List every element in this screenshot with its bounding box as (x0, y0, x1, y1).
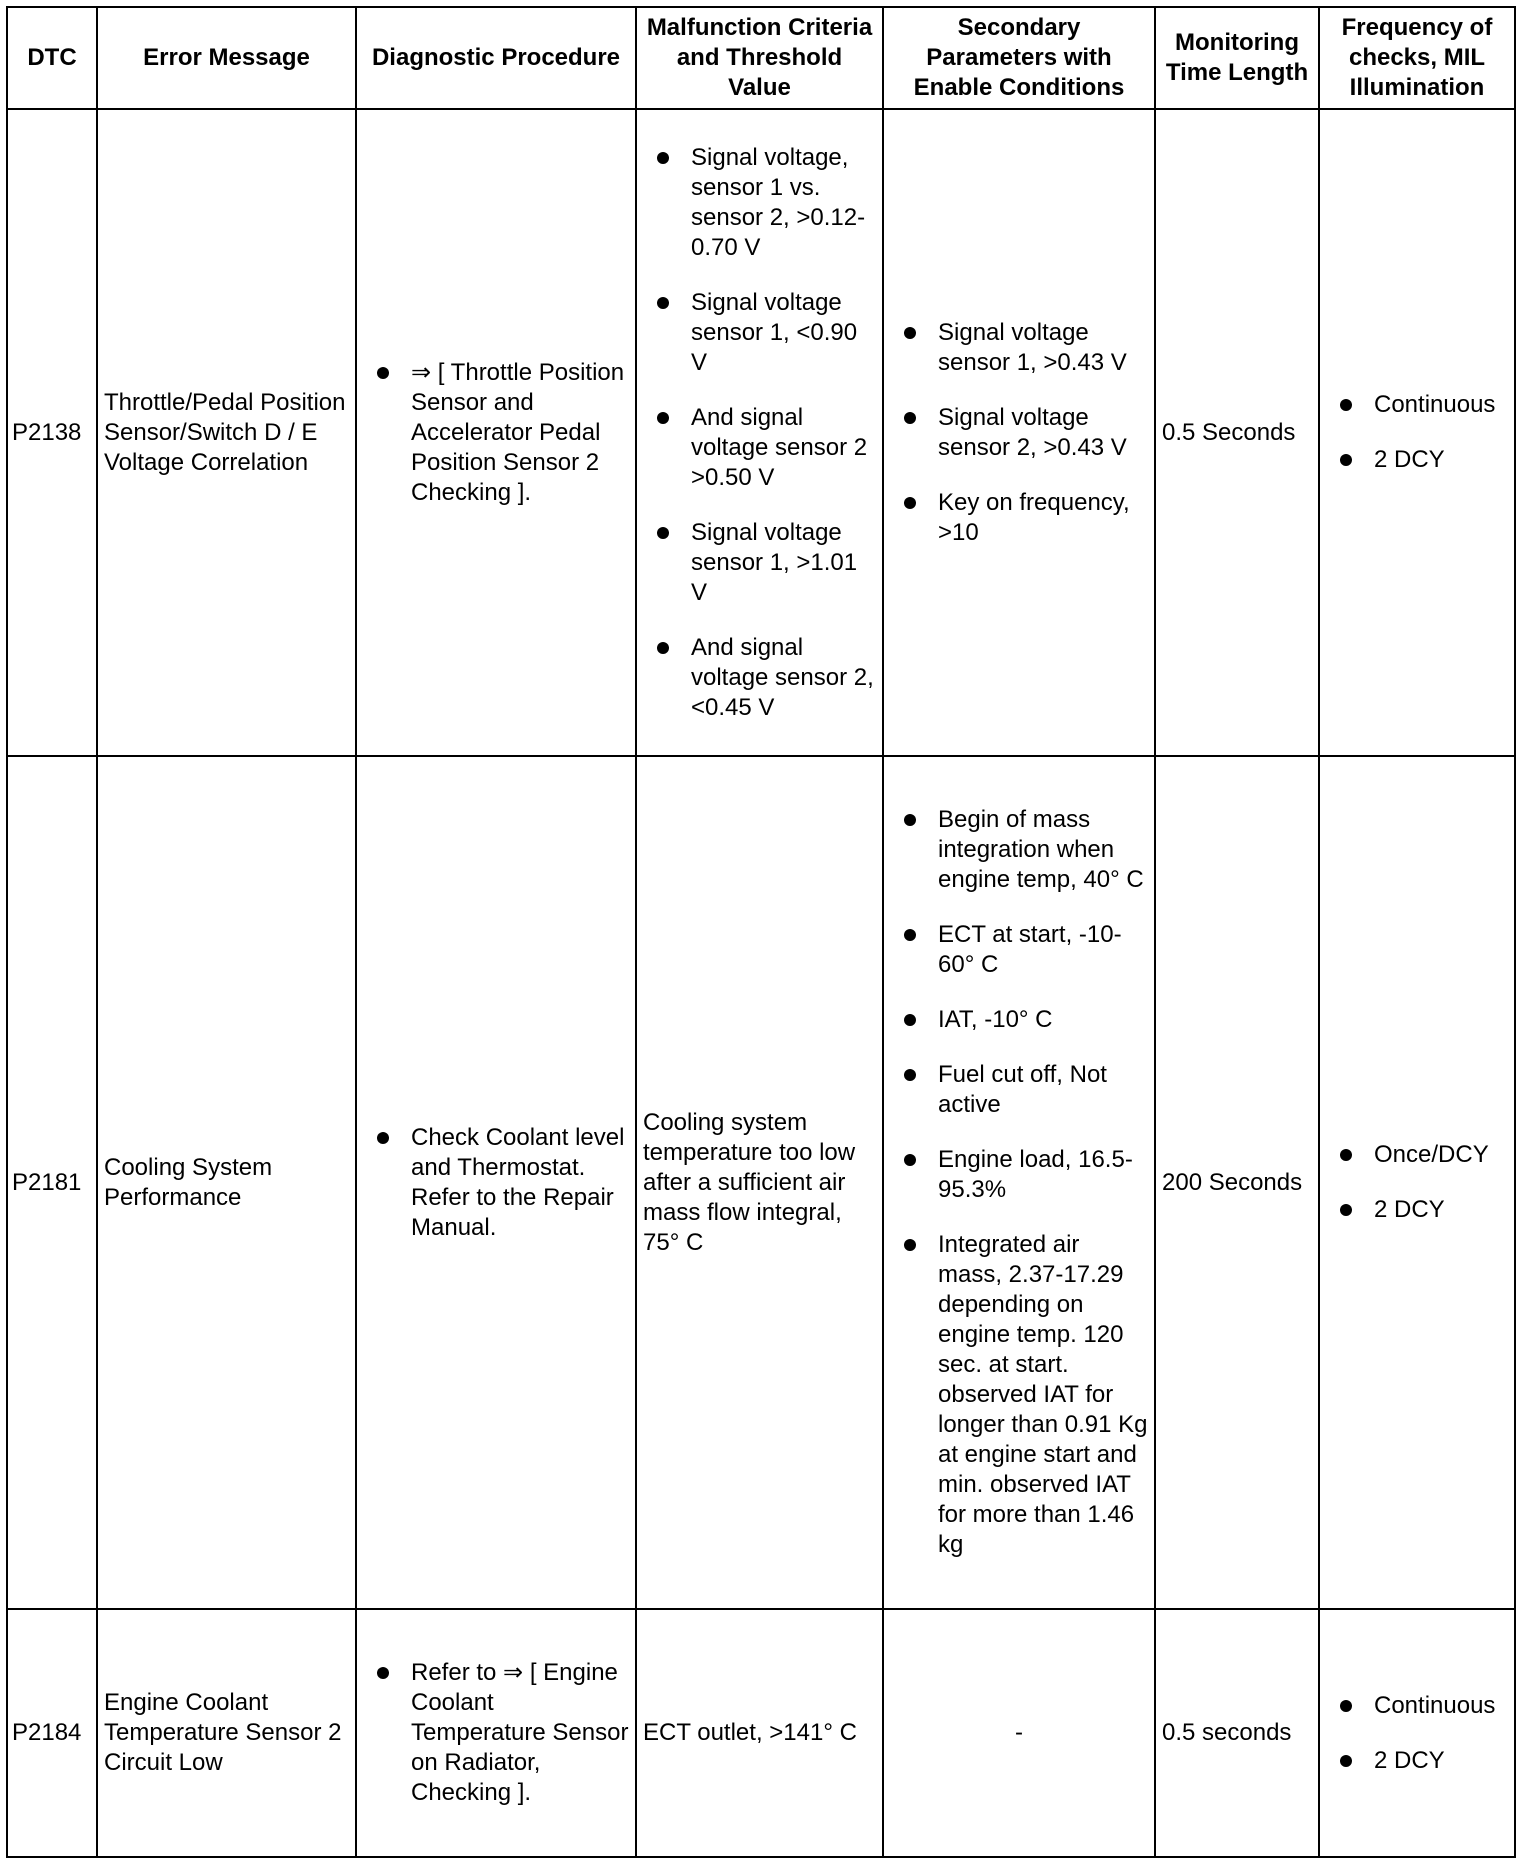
header-error-message: Error Message (97, 7, 356, 109)
list-item: ECT at start, -10-60° C (890, 920, 1148, 980)
header-diagnostic-procedure: Diagnostic Procedure (356, 7, 636, 109)
list-item: Begin of mass integration when engine temp, 40° C (890, 805, 1148, 895)
malfunction-criteria: ECT outlet, >141° C (636, 1609, 883, 1857)
frequency (1319, 756, 1515, 1609)
bullet-icon (904, 1069, 916, 1081)
list-item: And signal voltage sensor 2, <0.45 V (643, 633, 876, 723)
error-message: Cooling System Performance (97, 756, 356, 1609)
bullet-icon (1340, 1149, 1352, 1161)
list-item: 2 DCY (1326, 1746, 1508, 1776)
header-malfunction-criteria: Malfunction Criteria and Threshold Value (636, 7, 883, 109)
diagnostic-procedure (356, 756, 636, 1609)
list-item: 2 DCY (1326, 1195, 1508, 1225)
bullet-icon (904, 814, 916, 826)
diagnostic-procedure (356, 109, 636, 756)
bullet-icon (1340, 1755, 1352, 1767)
list-item: Signal voltage, sensor 1 vs. sensor 2, >0.12-0.70 V (643, 143, 876, 263)
bullet-icon (904, 1239, 916, 1251)
bullet-icon (904, 412, 916, 424)
list-item: Signal voltage sensor 1, <0.90 V (643, 288, 876, 378)
dtc-table (6, 6, 1516, 1858)
bullet-icon (1340, 1204, 1352, 1216)
dtc-code: P2181 (7, 756, 97, 1609)
list-item: Continuous (1326, 1691, 1508, 1721)
table-row (7, 756, 1515, 1609)
header-dtc: DTC (7, 7, 97, 109)
error-message: Engine Coolant Temperature Sensor 2 Circuit Low (97, 1609, 356, 1857)
list-item: Continuous (1326, 390, 1508, 420)
list-item: Fuel cut off, Not active (890, 1060, 1148, 1120)
secondary-parameters: - (883, 1609, 1155, 1857)
malfunction-criteria (636, 109, 883, 756)
header-frequency: Frequency of checks, MIL Illumination (1319, 7, 1515, 109)
malfunction-criteria: Cooling system temperature too low after a sufficient air mass flow integral, 75° C (636, 756, 883, 1609)
bullet-icon (904, 1154, 916, 1166)
secondary-parameters (883, 109, 1155, 756)
bullet-icon (1340, 399, 1352, 411)
bullet-icon (904, 327, 916, 339)
bullet-icon (904, 497, 916, 509)
bullet-icon (377, 367, 389, 379)
dtc-code: P2138 (7, 109, 97, 756)
list-item: And signal voltage sensor 2 >0.50 V (643, 403, 876, 493)
secondary-parameters (883, 756, 1155, 1609)
bullet-icon (377, 1132, 389, 1144)
diagnostic-procedure (356, 1609, 636, 1857)
header-secondary-parameters: Secondary Parameters with Enable Conditions (883, 7, 1155, 109)
list-item: Engine load, 16.5-95.3% (890, 1145, 1148, 1205)
monitoring-time: 200 Seconds (1155, 756, 1319, 1609)
list-item: Refer to ⇒ [ Engine Coolant Temperature Sensor on Radiator, Checking ]. (363, 1658, 629, 1808)
error-message: Throttle/Pedal Position Sensor/Switch D / E Voltage Correlation (97, 109, 356, 756)
bullet-icon (1340, 1700, 1352, 1712)
list-item: Signal voltage sensor 1, >0.43 V (890, 318, 1148, 378)
frequency (1319, 109, 1515, 756)
bullet-icon (657, 642, 669, 654)
list-item: Signal voltage sensor 1, >1.01 V (643, 518, 876, 608)
dtc-code: P2184 (7, 1609, 97, 1857)
monitoring-time: 0.5 Seconds (1155, 109, 1319, 756)
bullet-icon (657, 412, 669, 424)
bullet-icon (657, 297, 669, 309)
bullet-icon (657, 152, 669, 164)
list-item: ⇒ [ Throttle Position Sensor and Accelerator Pedal Position Sensor 2 Checking ]. (363, 358, 629, 508)
list-item: Signal voltage sensor 2, >0.43 V (890, 403, 1148, 463)
bullet-icon (377, 1667, 389, 1679)
bullet-icon (904, 929, 916, 941)
monitoring-time: 0.5 seconds (1155, 1609, 1319, 1857)
bullet-icon (904, 1014, 916, 1026)
table-row (7, 1609, 1515, 1857)
list-item: Key on frequency, >10 (890, 488, 1148, 548)
header-monitoring-time: Monitoring Time Length (1155, 7, 1319, 109)
list-item: Integrated air mass, 2.37-17.29 depending on engine temp. 120 sec. at start. observed IAT for longer than 0.91 Kg at engine start and min. observed IAT for more than 1.46 kg (890, 1230, 1148, 1560)
list-item: Once/DCY (1326, 1140, 1508, 1170)
header-row (7, 7, 1515, 109)
frequency (1319, 1609, 1515, 1857)
list-item: 2 DCY (1326, 445, 1508, 475)
bullet-icon (657, 527, 669, 539)
list-item: IAT, -10° C (890, 1005, 1148, 1035)
table-row (7, 109, 1515, 756)
bullet-icon (1340, 454, 1352, 466)
list-item: Check Coolant level and Thermostat. Refer to the Repair Manual. (363, 1123, 629, 1243)
